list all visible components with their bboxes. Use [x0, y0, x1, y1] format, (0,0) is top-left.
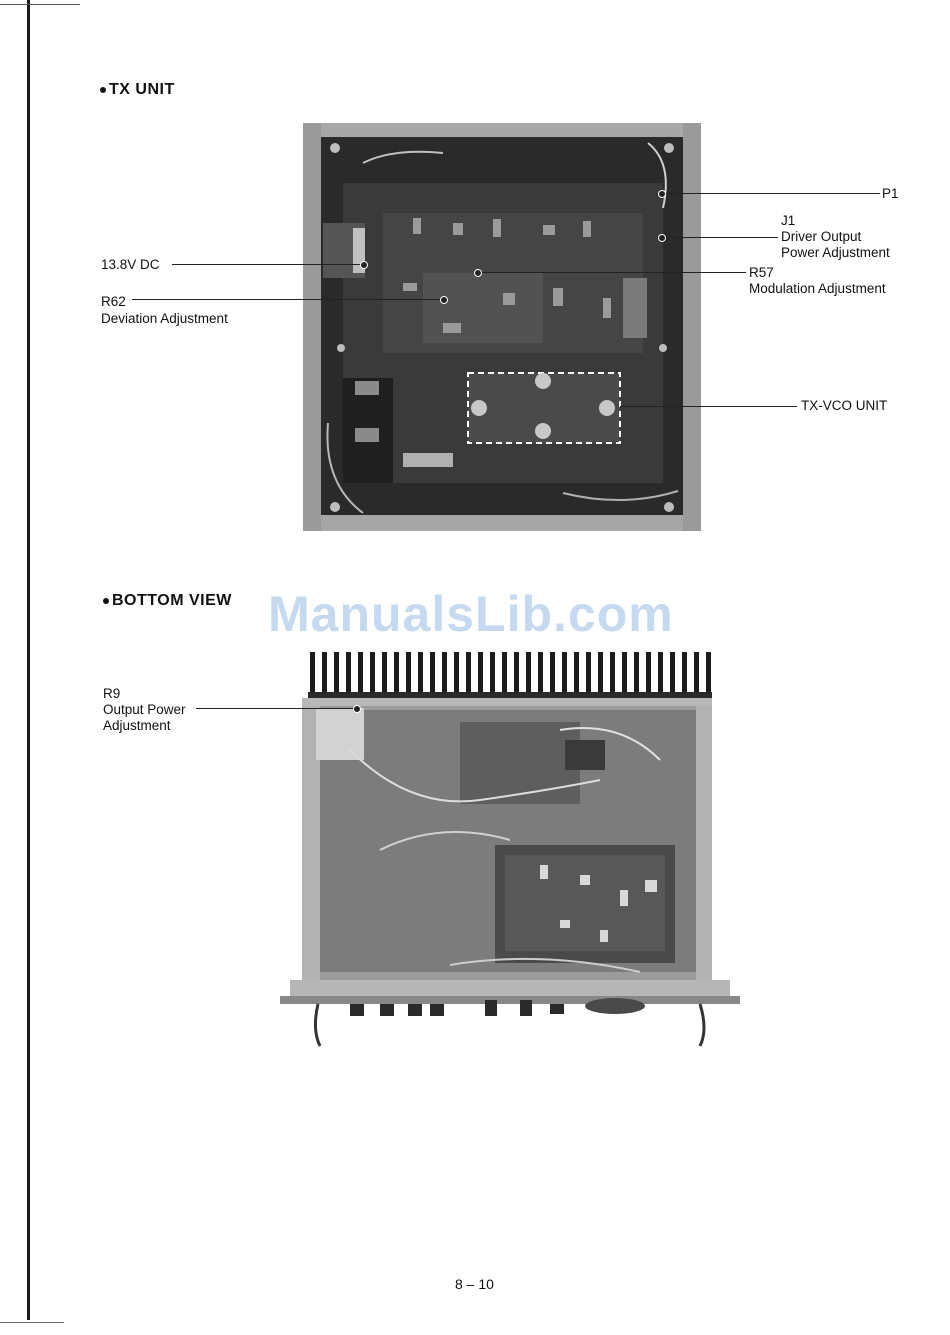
r57-description: Modulation Adjustment: [749, 281, 886, 296]
r9-description-line1: Output Power: [103, 702, 186, 717]
dc-endpoint: [360, 261, 368, 269]
txvco-leader-line: [620, 406, 797, 407]
r62-label: R62: [101, 294, 126, 309]
p1-leader-line: [662, 193, 880, 194]
r9-endpoint: [353, 705, 361, 713]
j1-leader-line: [662, 237, 778, 238]
j1-label: J1: [781, 213, 796, 228]
watermark-text: ManualsLib.com: [268, 586, 674, 642]
bottom-edge-mark: [0, 1322, 64, 1323]
r62-leader-line: [132, 299, 442, 300]
p1-endpoint: [658, 190, 666, 198]
tx-unit-photo: [303, 123, 701, 531]
r9-description-line2: Adjustment: [103, 718, 171, 733]
r57-endpoint: [474, 269, 482, 277]
bullet-icon: [103, 598, 109, 604]
dc-leader-line: [172, 264, 362, 265]
j1-endpoint: [658, 234, 666, 242]
dc-label: 13.8V DC: [101, 257, 160, 272]
bottom-view-heading: BOTTOM VIEW: [103, 592, 232, 610]
bottom-view-photo: [280, 650, 740, 1052]
r57-label: R57: [749, 265, 774, 280]
r9-leader-line: [196, 708, 356, 709]
r9-label: R9: [103, 686, 121, 701]
page-number: 8 – 10: [455, 1276, 494, 1292]
tx-unit-heading: TX UNIT: [100, 81, 175, 99]
j1-description-line1: Driver Output: [781, 229, 862, 244]
binding-edge-line: [27, 0, 30, 1320]
j1-description-line2: Power Adjustment: [781, 245, 890, 260]
r62-endpoint: [440, 296, 448, 304]
r57-leader-line: [478, 272, 746, 273]
txvco-label: TX-VCO UNIT: [801, 398, 888, 413]
bullet-icon: [100, 87, 106, 93]
r62-description: Deviation Adjustment: [101, 311, 228, 326]
p1-label: P1: [882, 186, 899, 201]
top-edge-mark: [0, 4, 80, 5]
